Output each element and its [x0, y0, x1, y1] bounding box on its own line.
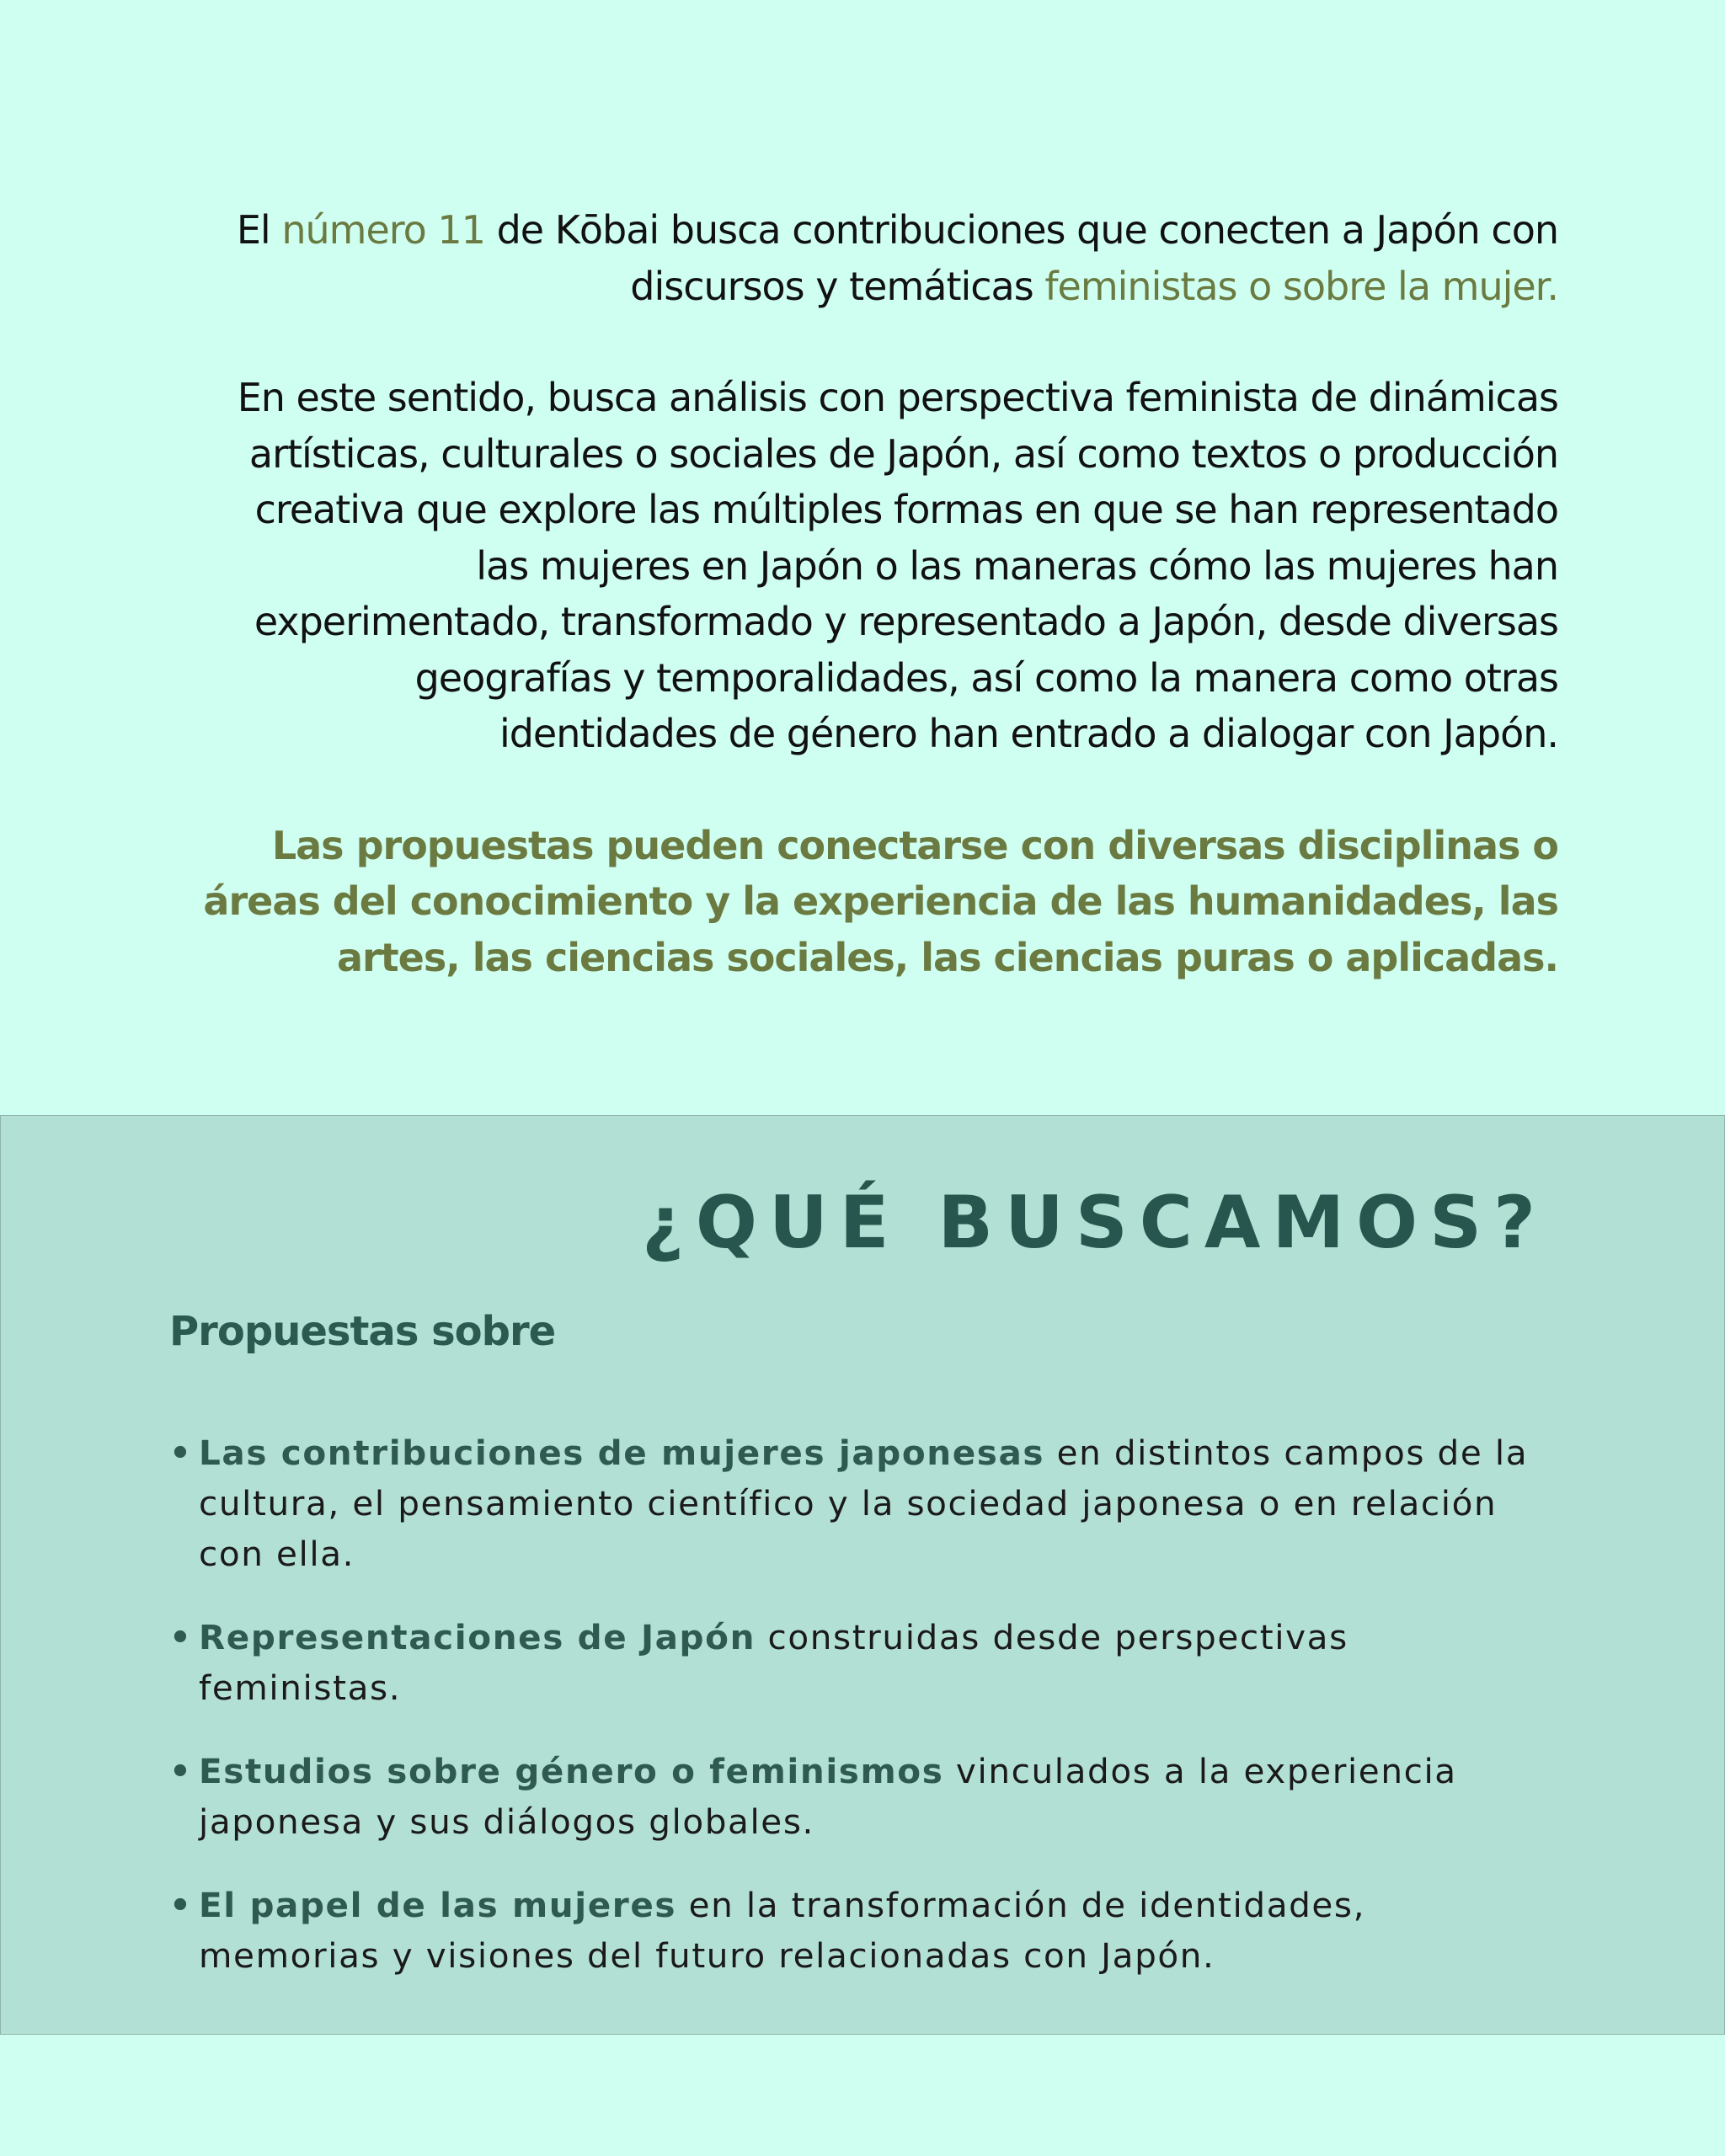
- proposals-list: [169, 1428, 1551, 2014]
- list-item-lead: Las contribuciones de mujeres japonesas: [199, 1433, 1045, 1473]
- intro-text: [194, 202, 1558, 985]
- intro-paragraph-3: Las propuestas pueden conectarse con diversas disciplinas o áreas del conocimiento y la experiencia de las humanidades, las artes, las ciencias sociales, las ciencias puras o aplicadas.: [203, 822, 1558, 980]
- section-title: ¿QUÉ BUSCAMOS?: [641, 1181, 1547, 1265]
- list-item-text: construidas desde perspectivas feministas.: [199, 1617, 1348, 1708]
- list-item-lead: El papel de las mujeres: [199, 1885, 677, 1925]
- intro-p1-text-middle: de Kōbai busca contribuciones que conecten a Japón con discursos y temáticas: [484, 207, 1558, 309]
- list-item-text: en distintos campos de la cultura, el pensamiento científico y la sociedad japonesa o en relación con ella.: [199, 1433, 1529, 1574]
- bullet-icon: •: [169, 1617, 193, 1657]
- list-item-text: vinculados a la experiencia japonesa y sus diálogos globales.: [199, 1751, 1457, 1842]
- bullet-icon: •: [169, 1433, 193, 1473]
- intro-p1-text-start: El: [236, 207, 282, 253]
- bullet-icon: •: [169, 1885, 193, 1925]
- intro-paragraph-2: En este sentido, busca análisis con perspectiva feminista de dinámicas artísticas, culturales o sociales de Japón, así como textos o producción creativa que explore las múltiples formas en que se han representado las mujeres en Japón o las maneras cómo las mujeres han experimentado, transformado y representado a Japón, desde diversas geografías y temporalidades, así como la manera como otras identidades de género han entrado a dialogar con Japón.: [237, 375, 1558, 756]
- issue-number-highlight: número 11: [281, 207, 485, 253]
- section-intro: Propuestas sobre: [169, 1308, 556, 1355]
- list-item-lead: Estudios sobre género o feminismos: [199, 1751, 944, 1791]
- feminist-topics-highlight: feministas o sobre la mujer.: [1044, 263, 1558, 309]
- list-item-lead: Representaciones de Japón: [199, 1617, 756, 1657]
- list-item: [169, 1428, 1551, 1579]
- what-we-seek-panel: [0, 1115, 1725, 2035]
- list-item: [169, 1746, 1551, 1847]
- list-item: [169, 1880, 1551, 1981]
- list-item-text: en la transformación de identidades, memorias y visiones del futuro relacionadas con Japón.: [199, 1885, 1366, 1976]
- list-item: [169, 1612, 1551, 1713]
- intro-paragraph-1: [194, 202, 1558, 314]
- bullet-icon: •: [169, 1751, 193, 1791]
